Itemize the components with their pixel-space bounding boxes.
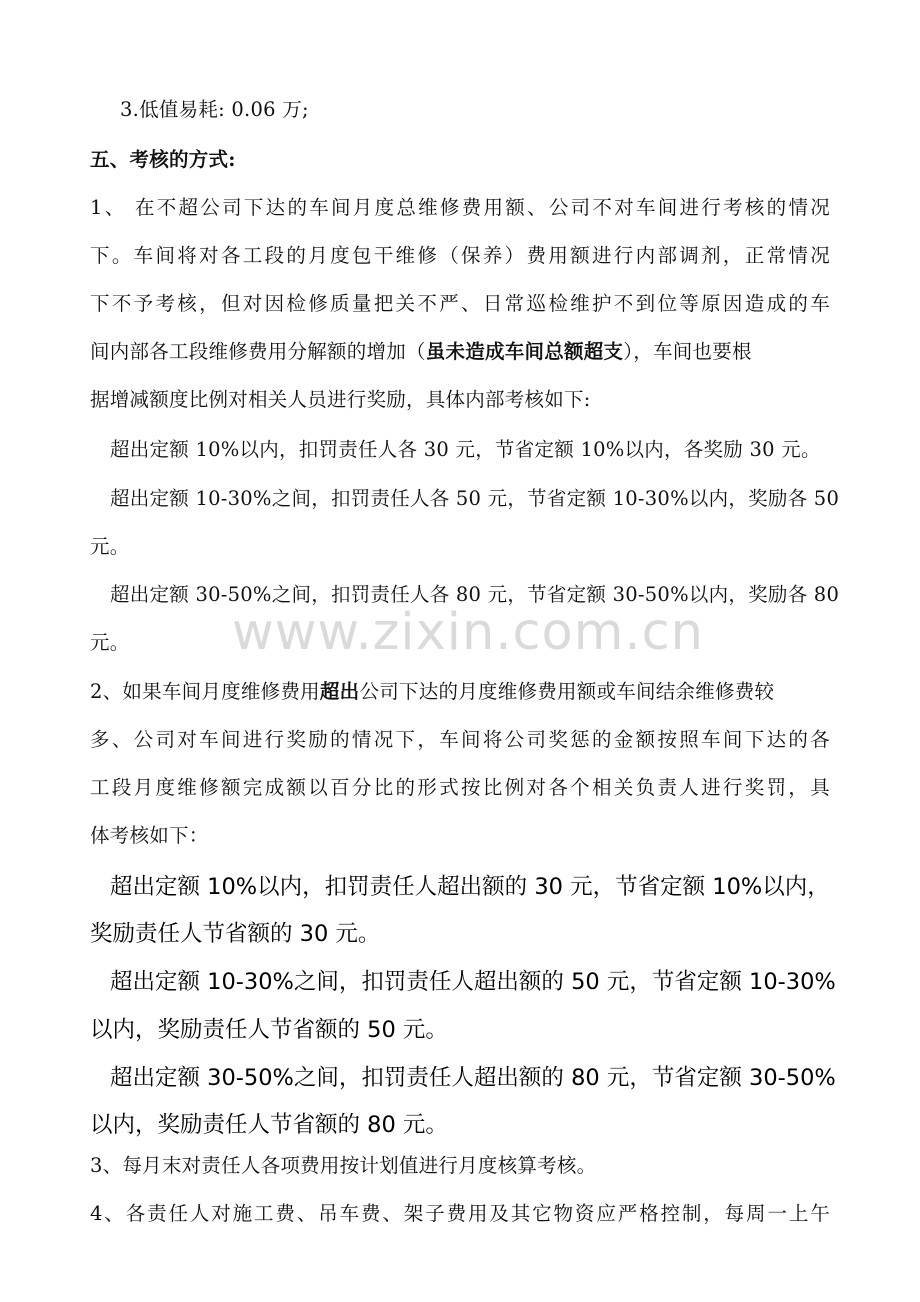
item4-cost-control: 4、各责任人对施工费、吊车费、架子费用及其它物资应严格控制，每周一上午 (90, 1202, 830, 1225)
rule2-10pct: 超出定额 10%以内，扣罚责任人超出额的 30 元，节省定额 10%以内， (110, 874, 830, 900)
rule-30-50pct: 超出定额 30-50%之间，扣罚责任人各 80 元，节省定额 30-50%以内，奖励各 80 (110, 583, 840, 606)
para1-line3: 下不予考核，但对因检修质量把关不严、日常巡检维护不到位等原因造成的车 (90, 292, 830, 315)
rule2-10-30pct: 超出定额 10-30%之间，扣罚责任人超出额的 50 元，节省定额 10-30% (110, 969, 836, 995)
rule2-30-50pct-cont: 以内，奖励责任人节省额的 80 元。 (90, 1112, 448, 1138)
para1-line4-c: ），车间也要根 (623, 340, 752, 363)
rule2-30-50pct: 超出定额 30-50%之间，扣罚责任人超出额的 80 元，节省定额 30-50% (110, 1065, 836, 1091)
para1-line4-emphasis: 虽未造成车间总额超支 (425, 340, 624, 363)
para1-line2: 下。车间将对各工段的月度包干维修（保养）费用额进行内部调剂，正常情况 (90, 244, 830, 267)
para2-line4: 体考核如下： (90, 824, 209, 847)
line-low-value-consumables: 3.低值易耗: 0.06 万; (120, 98, 309, 121)
rule-10pct: 超出定额 10%以内，扣罚责任人各 30 元，节省定额 10%以内，各奖励 30 元。 (110, 438, 821, 461)
para2-line2: 多、公司对车间进行奖励的情况下，车间将公司奖惩的金额按照车间下达的各 (90, 728, 830, 751)
section-heading-assessment: 五、考核的方式: (90, 148, 236, 171)
rule-10-30pct: 超出定额 10-30%之间，扣罚责任人各 50 元，节省定额 10-30%以内，奖励各 50 (110, 487, 840, 510)
rule2-10-30pct-cont: 以内，奖励责任人节省额的 50 元。 (90, 1017, 448, 1043)
para2-line3: 工段月度维修额完成额以百分比的形式按比例对各个相关负责人进行奖罚，具 (90, 776, 830, 799)
para1-line4-a: 间内部各工段维修费用分解额的增加（ (90, 340, 426, 363)
para2-line1-emphasis: 超出 (319, 680, 360, 703)
item3-monthly-accounting: 3、每月末对责任人各项费用按计划值进行月度核算考核。 (90, 1154, 597, 1177)
para1-line1: 1、 在不超公司下达的车间月度总维修费用额、公司不对车间进行考核的情况 (90, 196, 830, 219)
rule-10-30pct-cont: 元。 (90, 535, 130, 558)
para2-line1-a: 2、如果车间月度维修费用 (90, 680, 320, 703)
rule2-10pct-cont: 奖励责任人节省额的 30 元。 (90, 921, 381, 947)
rule-30-50pct-cont: 元。 (90, 631, 130, 654)
para1-line4 (90, 336, 830, 364)
para2-line1 (90, 676, 830, 704)
para2-line1-c: 公司下达的月度维修费用额或车间结余维修费较 (359, 680, 775, 703)
watermark: www.zixin.com.cn (232, 603, 704, 662)
para1-line5: 据增减额度比例对相关人员进行奖励，具体内部考核如下: (90, 388, 591, 411)
